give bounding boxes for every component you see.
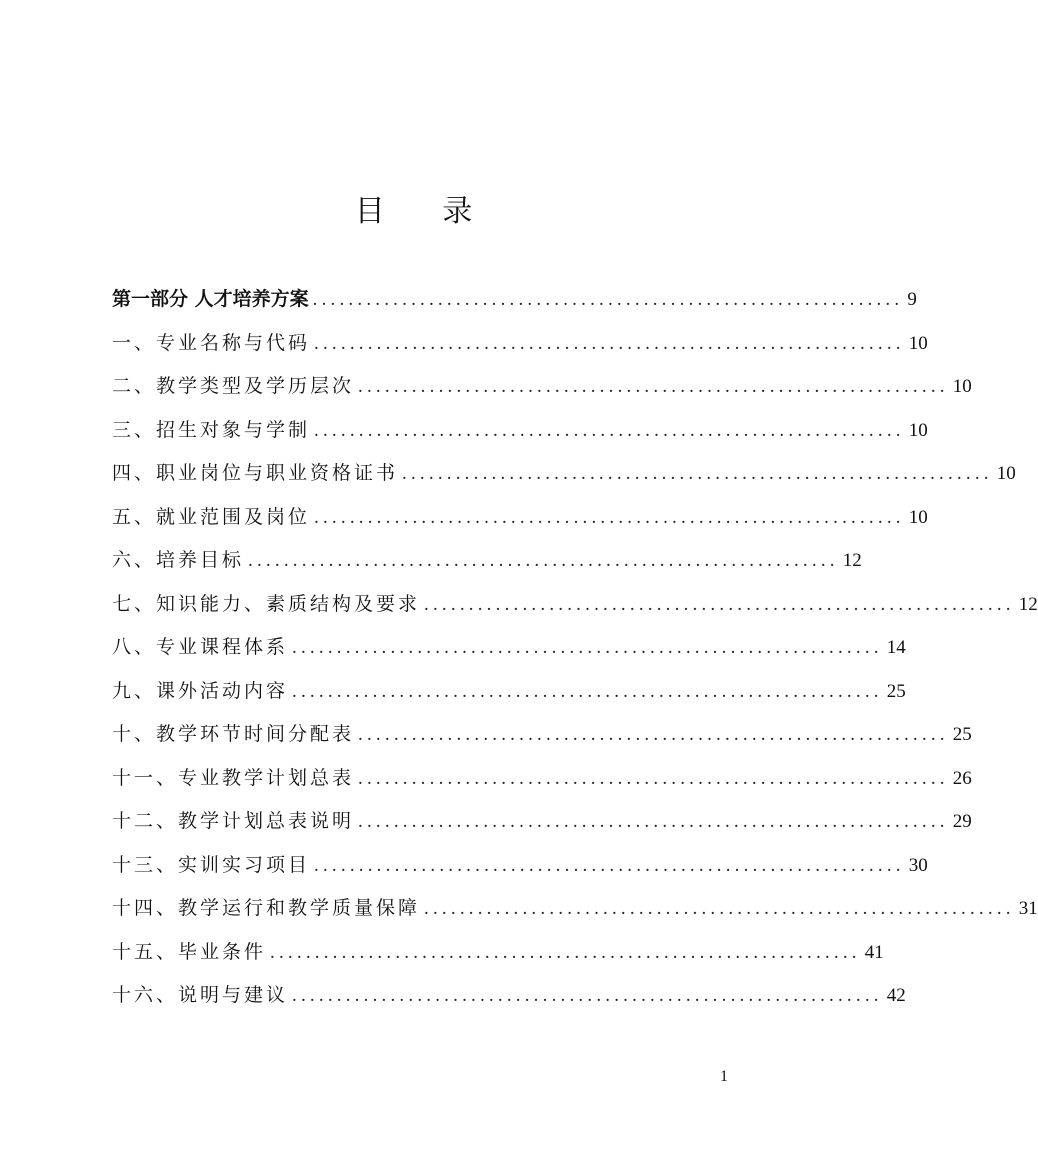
toc-leader-dots: .................................................................. [424,593,1015,615]
toc-entry-page: 10 [952,376,972,397]
toc-entry-label: 十四、教学运行和教学质量保障 [112,897,421,919]
toc-entry-page: 30 [908,854,928,876]
toc-entry-label: 十一、专业教学计划总表 [112,766,355,789]
toc-entry-page: 10 [996,463,1016,484]
toc-leader-dots: .................................................................. [314,506,905,528]
toc-entry-page: 41 [864,941,884,963]
toc-entry-page: 29 [952,811,972,832]
toc-entry-page: 14 [886,637,906,658]
toc-entry-label: 十三、实训实习项目 [112,853,311,876]
toc-entry-page: 10 [908,506,928,528]
toc-leader-dots: .................................................................. [270,941,861,963]
toc-leader-dots: .................................................................. [314,854,905,876]
toc-entry-label: 七、知识能力、素质结构及要求 [112,592,421,615]
toc-entry-label: 十、教学环节时间分配表 [112,723,355,745]
toc-entry-label: 第一部分 人才培养方案 [112,288,309,310]
toc-entry[interactable] [112,931,884,975]
page-title: 目 录 [354,194,497,229]
page-number: 1 [720,1068,728,1085]
toc-leader-dots: .................................................................. [402,463,993,484]
toc-entry-page: 42 [886,985,906,1006]
toc-leader-dots: .................................................................. [424,898,1015,919]
toc-leader-dots: .................................................................. [292,637,883,658]
toc-entry-page: 12 [1018,593,1038,615]
toc-entry[interactable] [112,626,906,670]
toc-entry-label: 二、教学类型及学历层次 [112,375,355,397]
toc-leader-dots: .................................................................. [358,811,949,832]
toc-leader-dots: .................................................................. [292,680,883,702]
toc-leader-dots: .................................................................. [358,724,949,745]
toc-entry[interactable] [112,365,972,409]
toc-entry-page: 25 [886,680,906,702]
toc-entry[interactable] [112,670,906,714]
toc-entry[interactable] [112,539,862,583]
toc-leader-dots: .................................................................. [314,332,905,354]
toc-entry-label: 九、课外活动内容 [112,679,289,702]
toc-entry[interactable] [112,322,928,366]
toc-entry[interactable] [112,844,928,888]
toc-entry[interactable] [112,496,928,540]
toc-entry[interactable] [112,974,906,1018]
toc-entry-label: 四、职业岗位与职业资格证书 [112,462,399,484]
toc-entry[interactable] [112,713,972,757]
toc-leader-dots: .................................................................. [312,289,904,310]
toc-entry-page: 12 [842,550,862,571]
toc-entry-page: 31 [1018,898,1038,919]
toc-entry-label: 六、培养目标 [112,549,245,571]
toc-entry[interactable] [112,757,972,801]
toc-leader-dots: .................................................................. [248,550,839,571]
toc-entry-page: 25 [952,724,972,745]
table-of-contents [112,278,1038,1018]
toc-leader-dots: .................................................................. [358,376,949,397]
toc-entry-label: 十五、毕业条件 [112,940,267,963]
toc-entry-page: 26 [952,767,972,789]
toc-entry-label: 五、就业范围及岗位 [112,505,311,528]
toc-entry-label: 三、招生对象与学制 [112,418,311,441]
toc-entry-label: 一、专业名称与代码 [112,331,311,354]
toc-entry[interactable] [112,583,1038,627]
toc-leader-dots: .................................................................. [292,985,883,1006]
toc-entry[interactable] [112,800,972,844]
toc-entry-page: 10 [908,332,928,354]
toc-entry-label: 十二、教学计划总表说明 [112,810,355,832]
toc-entry-page: 9 [907,289,917,310]
toc-entry-page: 10 [908,419,928,441]
toc-entry[interactable] [112,887,1038,931]
toc-entry-label: 八、专业课程体系 [112,636,289,658]
toc-entry[interactable] [112,409,928,453]
toc-entry[interactable] [112,452,1016,496]
toc-leader-dots: .................................................................. [358,767,949,789]
toc-entry[interactable] [112,278,917,322]
toc-leader-dots: .................................................................. [314,419,905,441]
toc-entry-label: 十六、说明与建议 [112,984,289,1006]
